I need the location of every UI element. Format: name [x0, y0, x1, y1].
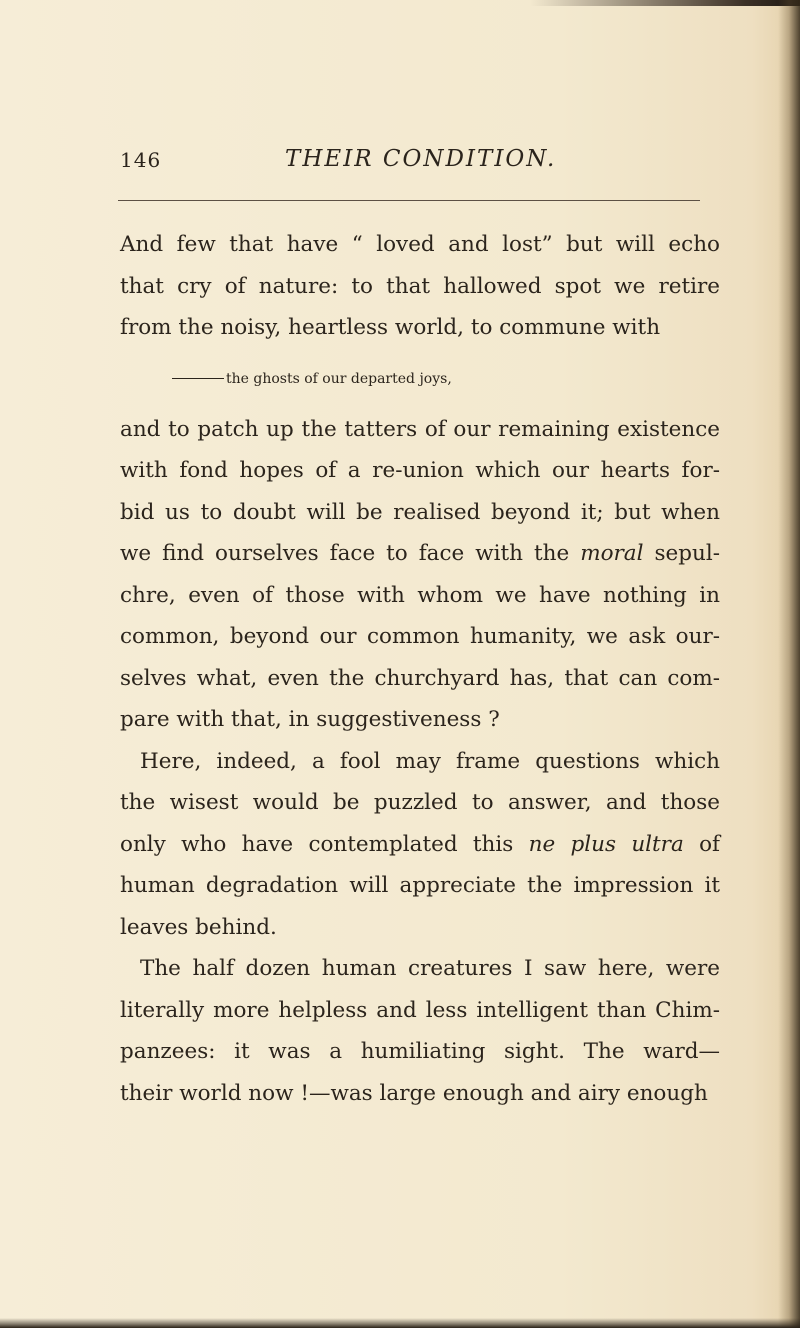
text-segment: we find ourselves face to face with the [120, 541, 581, 566]
text-line: bid us to doubt will be realised beyond it; but when [120, 499, 720, 525]
right-edge-shadow [778, 0, 800, 1328]
text-line: from the noisy, heartless world, to commune with [120, 315, 661, 340]
quotation-text: the ghosts of our departed joys, [226, 370, 452, 387]
text-line [120, 824, 720, 866]
text-line: pare with that, in suggestiveness ? [120, 707, 500, 732]
text-line: literally more helpless and less intelligent than Chim- [120, 997, 720, 1023]
text-line: And few that have “ loved and lost” but will echo [120, 232, 720, 257]
header-rule [118, 200, 700, 201]
bottom-edge-shadow [0, 1318, 800, 1328]
running-head: THEIR CONDITION. [285, 146, 557, 172]
text-line: leaves behind. [120, 914, 277, 940]
quote-dash [172, 378, 224, 379]
quotation [120, 349, 720, 409]
top-edge-shadow [530, 0, 800, 6]
italic-phrase: ne plus ultra [528, 831, 684, 857]
body-text [120, 224, 720, 1114]
text-line: human degradation will appreciate the impression it [120, 873, 720, 898]
text-segment: only who have contemplated this [120, 831, 529, 857]
text-segment: sepul- [643, 541, 721, 566]
text-line: with fond hopes of a re-union which our hearts for- [120, 458, 720, 483]
text-line: Here, indeed, a fool may frame questions which [140, 748, 720, 774]
text-line: selves what, even the churchyard has, that can com- [120, 665, 720, 691]
page-number: 146 [120, 148, 162, 172]
text-line: the wisest would be puzzled to answer, and those [120, 790, 720, 815]
text-line [120, 533, 720, 575]
text-line: that cry of nature: to that hallowed spot we retire [120, 273, 720, 299]
text-line: chre, even of those with whom we have nothing in [120, 582, 720, 608]
text-line: common, beyond our common humanity, we ask our- [120, 624, 720, 649]
text-segment: of [683, 831, 720, 857]
text-line: their world now !—was large enough and airy enough [120, 1080, 708, 1106]
italic-word: moral [580, 541, 644, 566]
text-line: panzees: it was a humiliating sight. The ward— [120, 1039, 720, 1064]
text-line: The half dozen human creatures I saw here, were [140, 956, 720, 981]
text-line: and to patch up the tatters of our remaining existence [120, 416, 720, 442]
